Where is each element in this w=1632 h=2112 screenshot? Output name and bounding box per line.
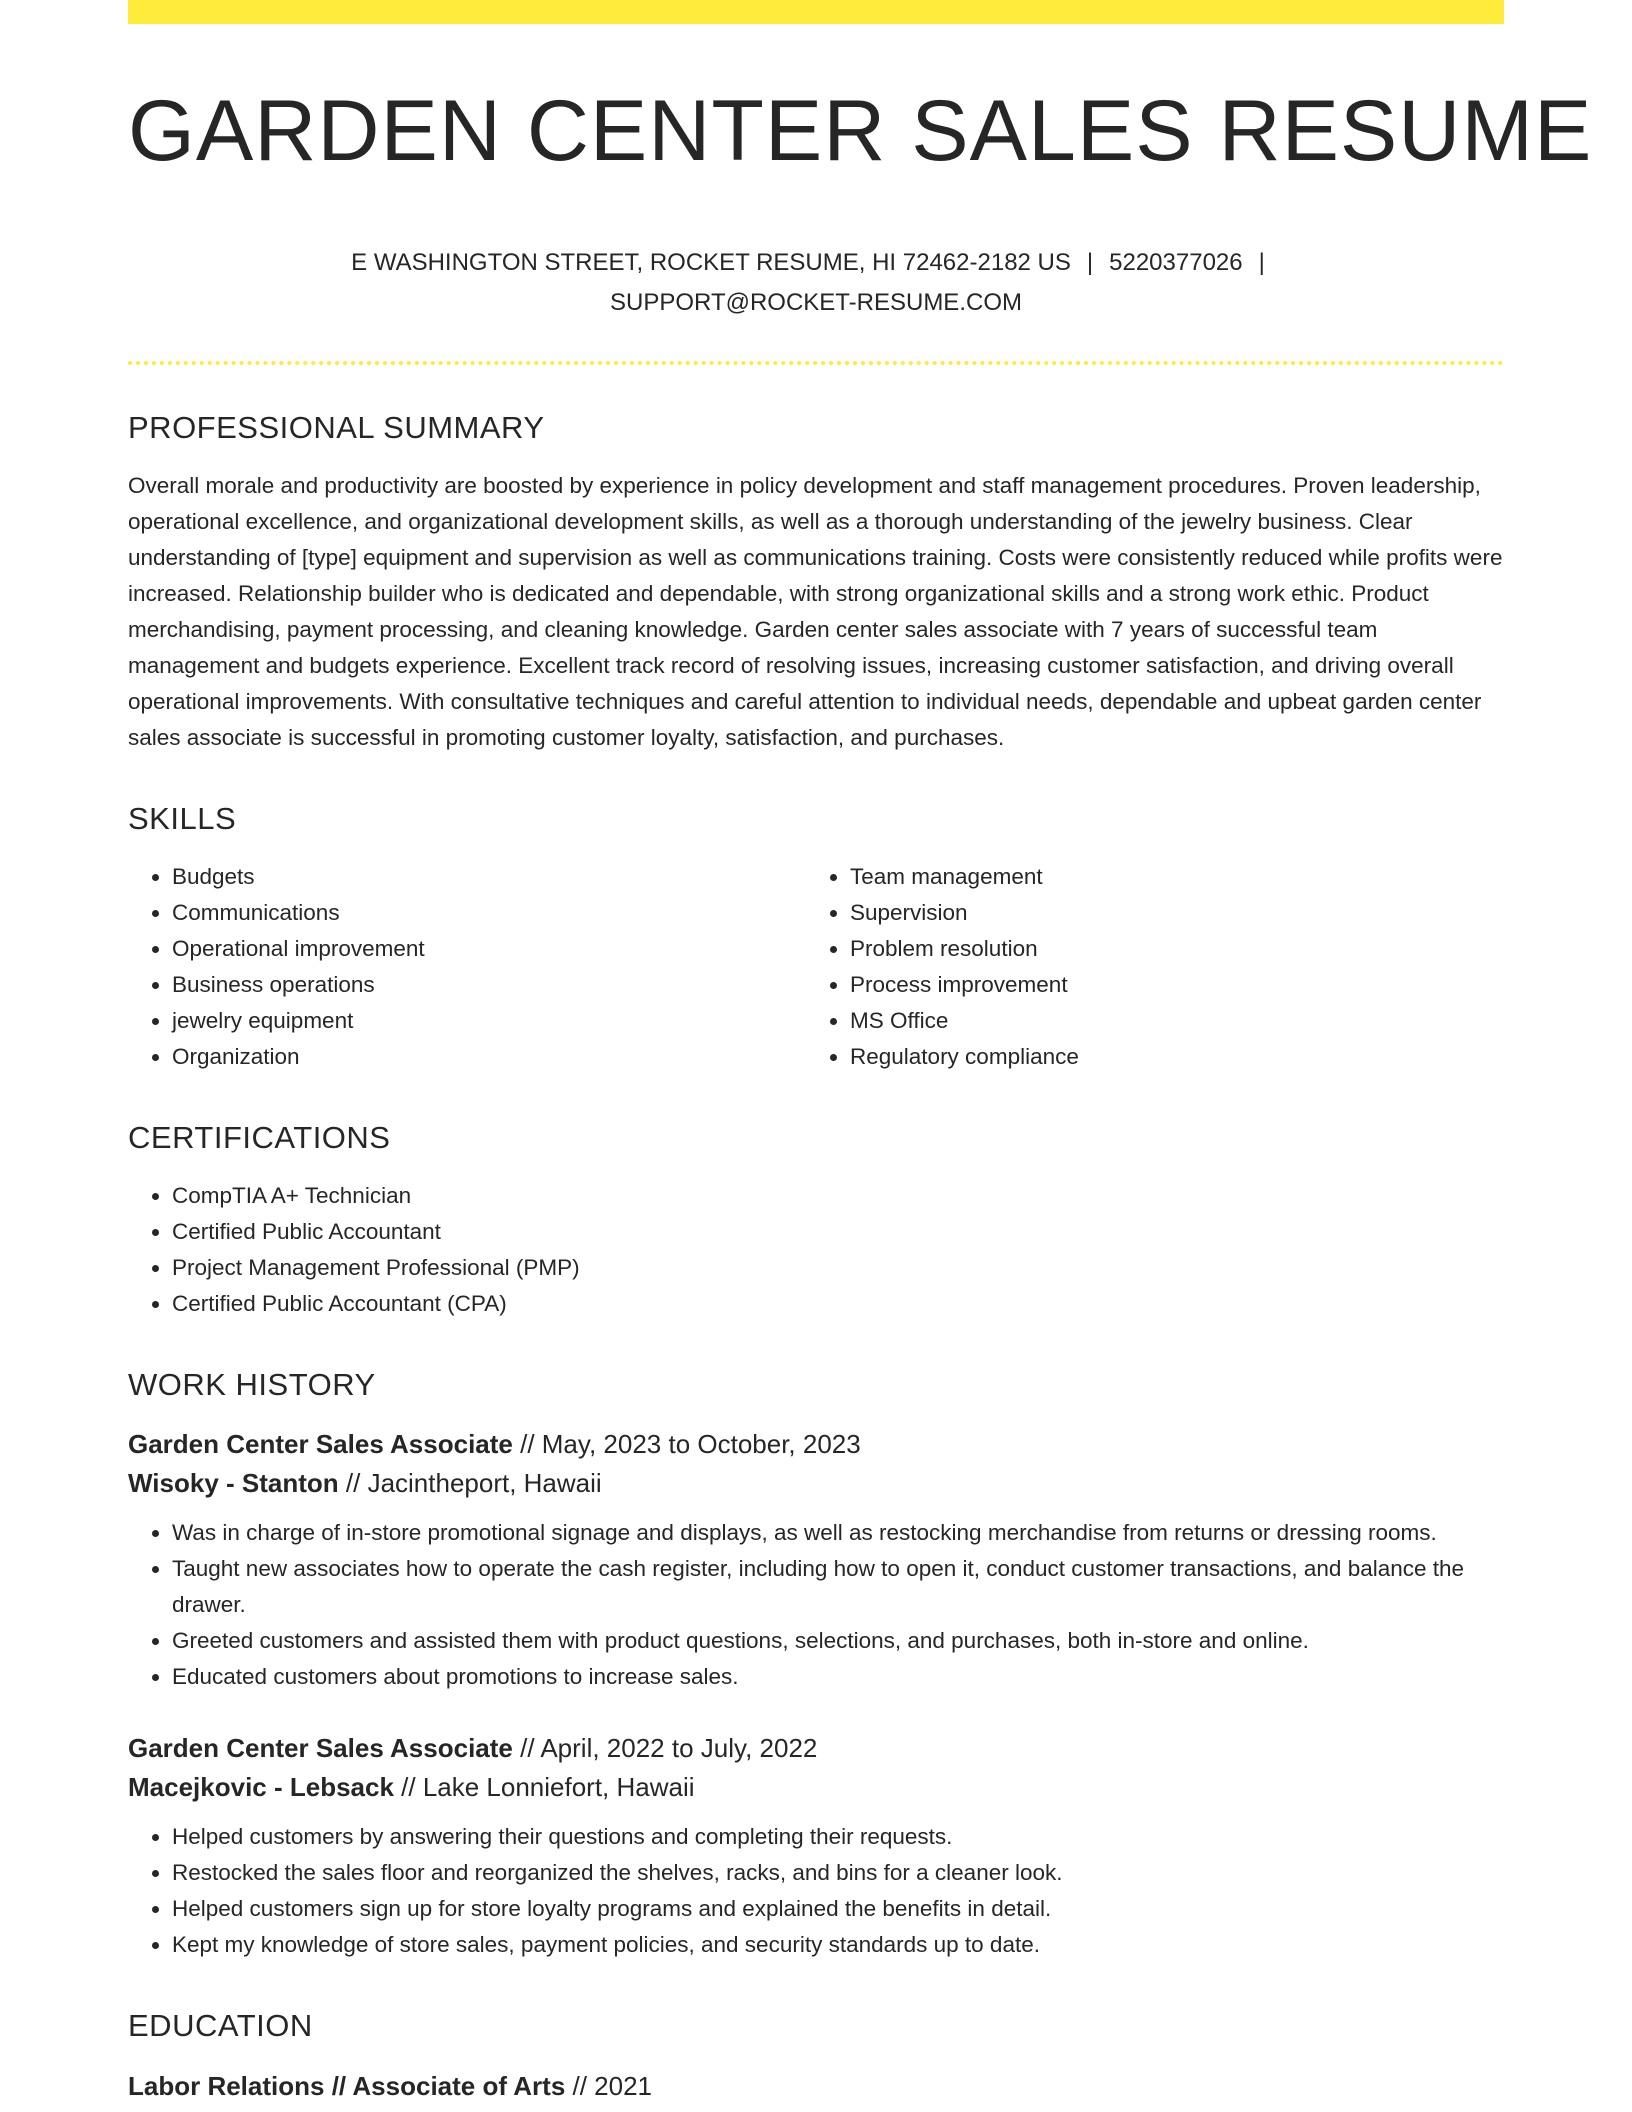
summary-heading: PROFESSIONAL SUMMARY xyxy=(128,409,545,445)
job-bullet: • Was in charge of in-store promotional signage and displays, as well as restocking merchandise from returns or dressing rooms. xyxy=(172,1515,1504,1551)
job-title-line xyxy=(128,1425,1504,1464)
job-bullet: • Educated customers about promotions to increase sales. xyxy=(172,1659,1504,1695)
skills-list xyxy=(128,859,1504,1075)
contact-info xyxy=(128,243,1504,323)
skills-column-right xyxy=(806,859,1484,1075)
certifications-heading: CERTIFICATIONS xyxy=(128,1119,391,1155)
certifications-list xyxy=(128,1178,1504,1322)
job-entry xyxy=(128,1425,1504,1695)
skill-item: • jewelry equipment xyxy=(172,1003,806,1039)
job-bullets xyxy=(128,1819,1504,1963)
job-bullet: • Kept my knowledge of store sales, payment policies, and security standards up to date. xyxy=(172,1927,1504,1963)
resume-page xyxy=(128,0,1593,2106)
education-degree: Labor Relations // Associate of Arts xyxy=(128,2070,566,2101)
certification-item: • Project Management Professional (PMP) xyxy=(172,1250,1504,1286)
job-bullets xyxy=(128,1515,1504,1695)
job-title: Garden Center Sales Associate xyxy=(128,1429,513,1460)
job-dates: // April, 2022 to July, 2022 xyxy=(512,1733,818,1764)
contact-address: E WASHINGTON STREET, ROCKET RESUME, HI 72462-2182 US xyxy=(351,248,1071,276)
dotted-divider xyxy=(128,361,1504,365)
job-location: // Lake Lonniefort, Hawaii xyxy=(393,1772,695,1803)
skill-item: • Problem resolution xyxy=(850,931,1484,967)
skill-item: • Operational improvement xyxy=(172,931,806,967)
job-company: Wisoky - Stanton xyxy=(128,1468,339,1499)
certification-item: • CompTIA A+ Technician xyxy=(172,1178,1504,1214)
job-title-line xyxy=(128,1729,1504,1768)
certification-item: • Certified Public Accountant (CPA) xyxy=(172,1286,1504,1322)
contact-email: SUPPORT@ROCKET-RESUME.COM xyxy=(610,288,1022,316)
job-company: Macejkovic - Lebsack xyxy=(128,1772,394,1803)
job-entry xyxy=(128,1729,1504,1963)
skill-item: • Budgets xyxy=(172,859,806,895)
contact-phone: 5220377026 xyxy=(1109,248,1243,276)
skill-item: • Supervision xyxy=(850,895,1484,931)
contact-line-2 xyxy=(128,283,1504,323)
education-heading: EDUCATION xyxy=(128,2008,313,2044)
education-line xyxy=(128,2067,1504,2106)
skill-item: • Regulatory compliance xyxy=(850,1039,1484,1075)
skill-item: • Team management xyxy=(850,859,1484,895)
job-bullet: • Helped customers sign up for store loyalty programs and explained the benefits in detail. xyxy=(172,1891,1504,1927)
job-company-line xyxy=(128,1768,1504,1807)
contact-separator: | xyxy=(1086,248,1094,276)
job-dates: // May, 2023 to October, 2023 xyxy=(512,1429,861,1460)
job-bullet: • Greeted customers and assisted them with product questions, selections, and purchases, both in-store and online. xyxy=(172,1623,1504,1659)
skill-item: • Organization xyxy=(172,1039,806,1075)
certification-item: • Certified Public Accountant xyxy=(172,1214,1504,1250)
contact-line-1 xyxy=(128,243,1504,283)
skill-item: • Process improvement xyxy=(850,967,1484,1003)
job-title: Garden Center Sales Associate xyxy=(128,1733,513,1764)
accent-bar xyxy=(128,0,1504,24)
job-bullet: • Helped customers by answering their questions and completing their requests. xyxy=(172,1819,1504,1855)
skill-item: • Business operations xyxy=(172,967,806,1003)
education-entry xyxy=(128,2067,1504,2106)
work-history-heading: WORK HISTORY xyxy=(128,1367,376,1403)
education-year: // 2021 xyxy=(565,2070,653,2101)
job-location: // Jacintheport, Hawaii xyxy=(338,1468,602,1499)
summary-text: Overall morale and productivity are boosted by experience in policy development and staff management procedures. Proven leadership, operational excellence, and organizational development skills, as well as a thorough understanding of the jewelry business. Clear understanding of [type] equipment and supervision as well as communications training. Costs were consistently reduced while profits were increased. Relationship builder who is dedicated and dependable, with strong organizational skills and a strong work ethic. Product merchandising, payment processing, and cleaning knowledge. Garden center sales associate with 7 years of successful team management and budgets experience. Excellent track record of resolving issues, increasing customer satisfaction, and driving overall operational improvements. With consultative techniques and careful attention to individual needs, dependable and upbeat garden center sales associate is successful in promoting customer loyalty, satisfaction, and purchases. xyxy=(128,472,1503,750)
skill-item: • Communications xyxy=(172,895,806,931)
skill-item: • MS Office xyxy=(850,1003,1484,1039)
resume-title: GARDEN CENTER SALES RESUME xyxy=(128,83,1593,179)
skills-column-left xyxy=(128,859,806,1075)
contact-separator: | xyxy=(1258,248,1265,276)
job-company-line xyxy=(128,1464,1504,1503)
skills-heading: SKILLS xyxy=(128,800,237,836)
job-bullet: • Restocked the sales floor and reorganized the shelves, racks, and bins for a cleaner look. xyxy=(172,1855,1504,1891)
job-bullet: • Taught new associates how to operate the cash register, including how to open it, conduct customer transactions, and balance the drawer. xyxy=(172,1551,1504,1623)
